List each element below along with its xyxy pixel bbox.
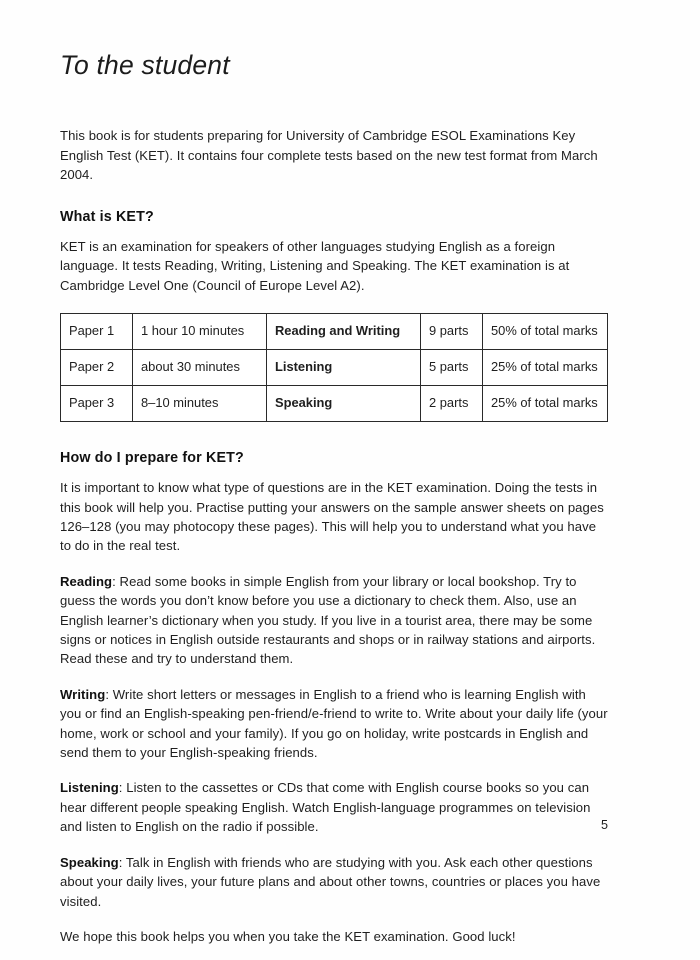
cell-parts: 9 parts (421, 314, 483, 350)
cell-duration: about 30 minutes (133, 350, 267, 386)
cell-skill: Reading and Writing (267, 314, 421, 350)
skill-separator: : (118, 854, 126, 870)
cell-skill: Listening (267, 350, 421, 386)
page-number: 5 (600, 818, 608, 832)
paragraph-what-is-ket: KET is an examination for speakers of other languages studying English as a foreign language. It tests Reading, Writing, Listening and Speaking. The KET examination is at Cambridge Level One (Council of Europe Level A2). (60, 238, 570, 293)
skill-text-listening: Listen to the cassettes or CDs that come with English course books so you can hear different people speaking English. Watch English-language programmes on television and listen to English on the radio if possible. (60, 780, 591, 835)
cell-skill: Speaking (267, 386, 421, 422)
closing-paragraph: We hope this book helps you when you take the KET examination. Good luck! (60, 928, 516, 944)
cell-paper: Paper 2 (61, 350, 133, 386)
skill-paragraph-writing (60, 669, 608, 763)
cell-duration: 1 hour 10 minutes (133, 314, 267, 350)
section-heading-what-is-ket: What is KET? (60, 208, 154, 225)
cell-marks: 25% of total marks (483, 386, 608, 422)
cell-parts: 2 parts (421, 386, 483, 422)
page-content (60, 0, 608, 946)
skill-paragraph-speaking (60, 837, 608, 911)
skill-label-reading: Reading (60, 573, 113, 589)
cell-paper: Paper 1 (61, 314, 133, 350)
cell-paper: Paper 3 (61, 386, 133, 422)
cell-parts: 5 parts (421, 350, 483, 386)
skill-label-writing: Writing (60, 686, 106, 702)
table-row (61, 314, 608, 350)
skill-text-writing: Write short letters or messages in English to a friend who is learning English with you or find an English-speaking pen-friend/e-friend to write to. Write about your daily life (your home, work or school and your family). If you go on holiday, write postcards in English and send them to your English-speaking friends. (60, 686, 608, 761)
skill-text-speaking: Talk in English with friends who are studying with you. Ask each other questions about your daily lives, your future plans and about other towns, countries or places you have visited. (60, 854, 601, 909)
table-row (61, 386, 608, 422)
skill-separator: : (118, 780, 127, 796)
exam-specification-table (60, 313, 608, 422)
skill-paragraph-reading (60, 556, 608, 669)
table-body (61, 314, 608, 422)
skill-text-reading: Read some books in simple English from your library or local bookshop. Try to guess the words you don’t know before you use a dictionary to check them. Also, use an English learner’s dictionary when you study. If you live in a tourist area, there may be some signs or notices in English outside restaurants and shops or in railway stations and airports. Read these and try to understand them. (60, 573, 596, 667)
intro-paragraph: This book is for students preparing for University of Cambridge ESOL Examinations Key English Test (KET). It contains four complete tests based on the new test format from March 2004. (60, 128, 598, 183)
skill-separator: : (105, 686, 113, 702)
cell-marks: 50% of total marks (483, 314, 608, 350)
paragraph-how-prepare: It is important to know what type of questions are in the KET examination. Doing the tests in this book will help you. Practise putting your answers on the sample answer sheets on pages 126–128 (you may photocopy these pages). This will help you to understand what you have to do in the real test. (60, 480, 604, 554)
spec-table-container (60, 295, 608, 422)
skill-label-listening: Listening (60, 780, 119, 796)
skill-separator: : (112, 573, 120, 589)
cell-marks: 25% of total marks (483, 350, 608, 386)
skill-label-speaking: Speaking (60, 854, 119, 870)
page-title: To the student (60, 50, 230, 80)
table-row (61, 350, 608, 386)
section-heading-how-prepare: How do I prepare for KET? (60, 450, 244, 467)
cell-duration: 8–10 minutes (133, 386, 267, 422)
